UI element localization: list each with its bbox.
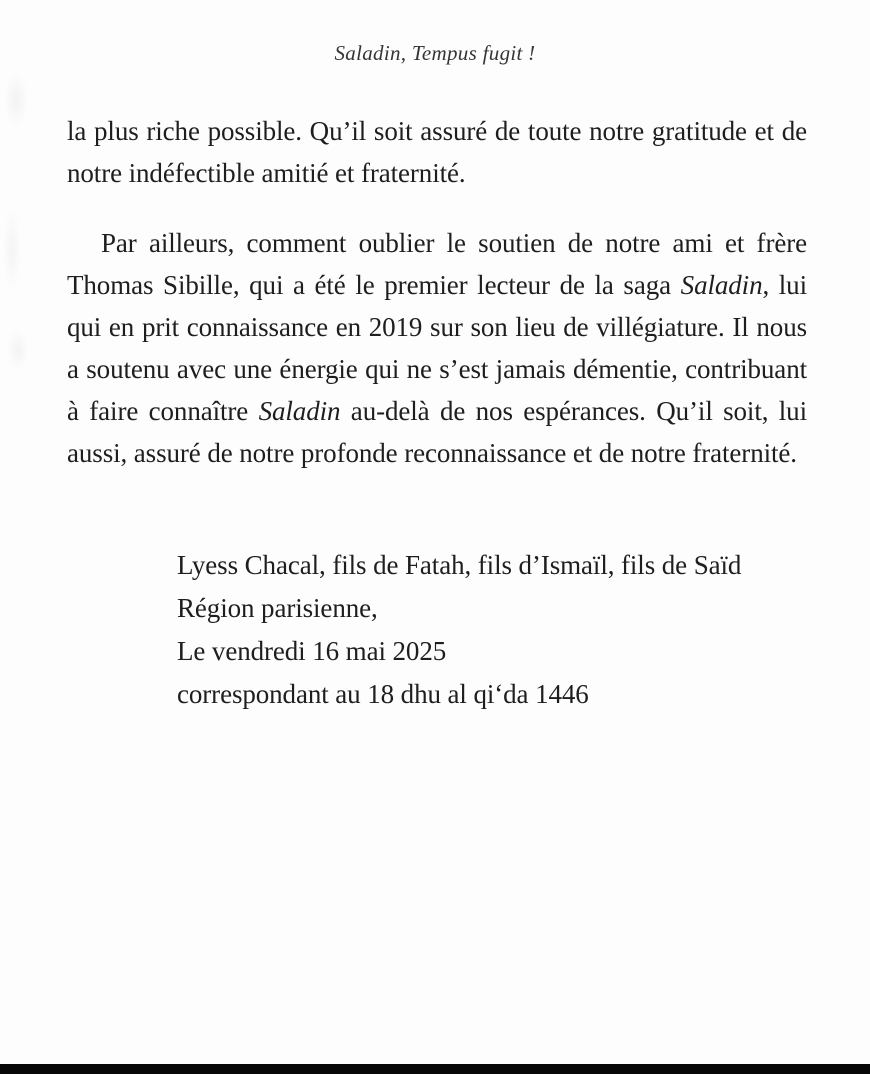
paragraph-2 <box>67 222 807 474</box>
paragraph-2-text: , lui qui en prit connaissance en 2019 sur son lieu de villégiature. Il nous a soutenu avec une énergie qui ne s’est jamais démentie, contribuant à faire connaître <box>67 270 807 426</box>
book-title-italic: Saladin <box>680 270 763 300</box>
book-title-italic: Saladin <box>258 396 341 426</box>
signature-hijri-date-line: correspondant au 18 dhu al qi‘da 1446 <box>177 679 589 709</box>
signature-block <box>177 544 807 716</box>
scan-artifact <box>0 20 32 440</box>
paragraph-2-text: Par ailleurs, comment oublier le soutien de notre ami et frère Thomas Sibille, qui a été le premier lecteur de la saga <box>67 228 807 300</box>
paragraph-1-text: la plus riche possible. Qu’il soit assuré de toute notre gratitude et de notre indéfectible amitié et fraternité. <box>67 116 807 188</box>
running-header: Saladin, Tempus fugit ! <box>334 41 536 65</box>
signature-place-line: Région parisienne, <box>177 593 378 623</box>
paragraph-2-text: au-delà de nos espérances. Qu’il soit, lui aussi, assuré de notre profonde reconnaissance et de notre fraternité. <box>67 396 807 468</box>
signature-date-line: Le vendredi 16 mai 2025 <box>177 636 447 666</box>
page-body <box>67 110 807 716</box>
signature-author-line: Lyess Chacal, fils de Fatah, fils d’Ismaïl, fils de Saïd <box>177 550 742 580</box>
scan-bottom-black-bar <box>0 1064 870 1074</box>
paragraph-1 <box>67 110 807 194</box>
